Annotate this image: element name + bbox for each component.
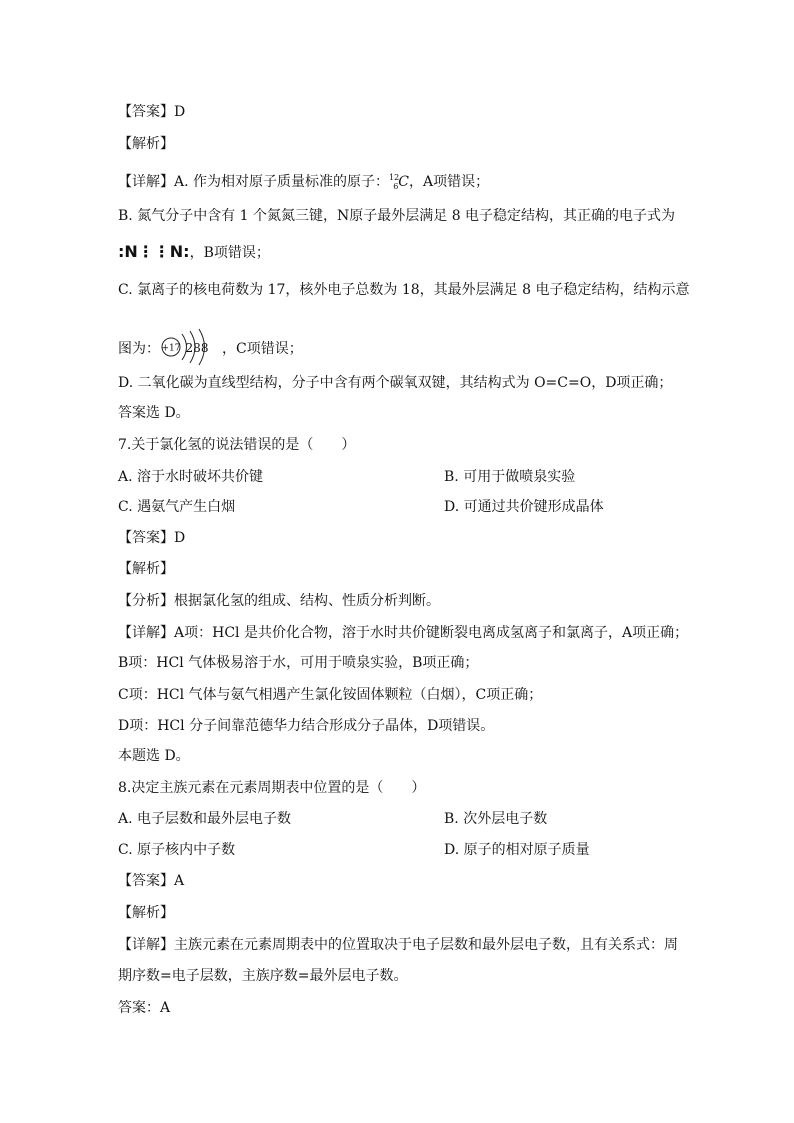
q6-detail-b-suffix: ，B项错误； xyxy=(189,245,270,261)
q7-answer: 【答案】D xyxy=(118,530,186,546)
q8-answer: 【答案】A xyxy=(118,873,185,889)
atomic-number: 6 xyxy=(393,182,399,191)
q6-detail-c-line2 xyxy=(118,326,303,372)
carbon-isotope-notation xyxy=(389,174,409,190)
n2-electron-formula: :N⋮⋮N: xyxy=(118,242,190,261)
q7-detail-b: B项：HCl 气体极易溶于水，可用于喷泉实验，B项正确； xyxy=(118,655,479,671)
q6-answer: 【答案】D xyxy=(118,104,186,120)
nucleus-label: +17 xyxy=(161,343,181,354)
q7-option-a: A. 溶于水时破坏共价键 xyxy=(118,469,264,485)
q8-option-a: A. 电子层数和最外层电子数 xyxy=(118,811,292,827)
q6-detail-c-suffix: ，C项错误； xyxy=(222,341,303,357)
q7-analysis-heading: 【解析】 xyxy=(118,561,174,577)
q6-detail-a-prefix: 【详解】A. 作为相对原子质量标准的原子： xyxy=(118,174,390,190)
q6-detail-c-line1: C. 氯离子的核电荷数为 17，核外电子总数为 18，其最外层满足 8 电子稳定结构，结构示意 xyxy=(118,282,690,298)
q8-analysis-heading: 【解析】 xyxy=(118,905,174,921)
carbon-symbol: C xyxy=(398,174,410,190)
q6-analysis-heading: 【解析】 xyxy=(118,136,174,152)
q8-option-c: C. 原子核内中子数 xyxy=(118,842,236,858)
q7-choice: 本题选 D。 xyxy=(118,748,190,764)
q7-fenxi: 【分析】根据氯化氢的组成、结构、性质分析判断。 xyxy=(118,593,440,609)
q7-option-b: B. 可用于做喷泉实验 xyxy=(444,469,576,485)
q7-option-c: C. 遇氨气产生白烟 xyxy=(118,499,236,515)
q6-detail-d: D. 二氧化碳为直线型结构，分子中含有两个碳氧双键，其结构式为 O=C=O，D项正确； xyxy=(118,375,673,391)
q8-option-b: B. 次外层电子数 xyxy=(444,811,548,827)
q6-detail-a xyxy=(118,168,489,197)
q7-detail-c: C项：HCl 气体与氨气相遇产生氯化铵固体颗粒（白烟），C项正确； xyxy=(118,687,543,703)
q6-detail-a-suffix: ，A项错误； xyxy=(409,174,490,190)
q6-choice: 答案选 D。 xyxy=(118,405,190,421)
q6-detail-b-line1: B. 氮气分子中含有 1 个氮氮三键，N原子最外层满足 8 电子稳定结构，其正确的电子式为 xyxy=(118,208,676,224)
q7-option-d: D. 可通过共价键形成晶体 xyxy=(444,499,604,515)
q8-option-d: D. 原子的相对原子质量 xyxy=(444,842,590,858)
q6-detail-b-line2 xyxy=(118,242,270,263)
q7-detail-d: D项：HCl 分子间靠范德华力结合形成分子晶体，D项错误。 xyxy=(118,718,495,734)
q7-detail-a: 【详解】A项：HCl 是共价化合物，溶于水时共价键断裂电离成氢离子和氯离子，A项正确； xyxy=(118,625,689,641)
q8-detail-line1: 【详解】主族元素在元素周期表中的位置取决于电子层数和最外层电子数，且有关系式：周 xyxy=(118,937,678,953)
q8-stem: 8.决定主族元素在元素周期表中位置的是（ ） xyxy=(118,780,426,796)
q7-stem: 7.关于氯化氢的说法错误的是（ ） xyxy=(118,437,356,453)
chloride-ion-structure-diagram xyxy=(160,326,222,372)
q8-detail-line2: 期序数=电子层数，主族序数=最外层电子数。 xyxy=(118,968,408,984)
q6-detail-c-prefix: 图为： xyxy=(118,341,160,357)
mass-number: 12 xyxy=(389,173,400,182)
electron-shells-label: 288 xyxy=(185,341,209,355)
q8-final-answer: 答案：A xyxy=(118,1000,171,1016)
